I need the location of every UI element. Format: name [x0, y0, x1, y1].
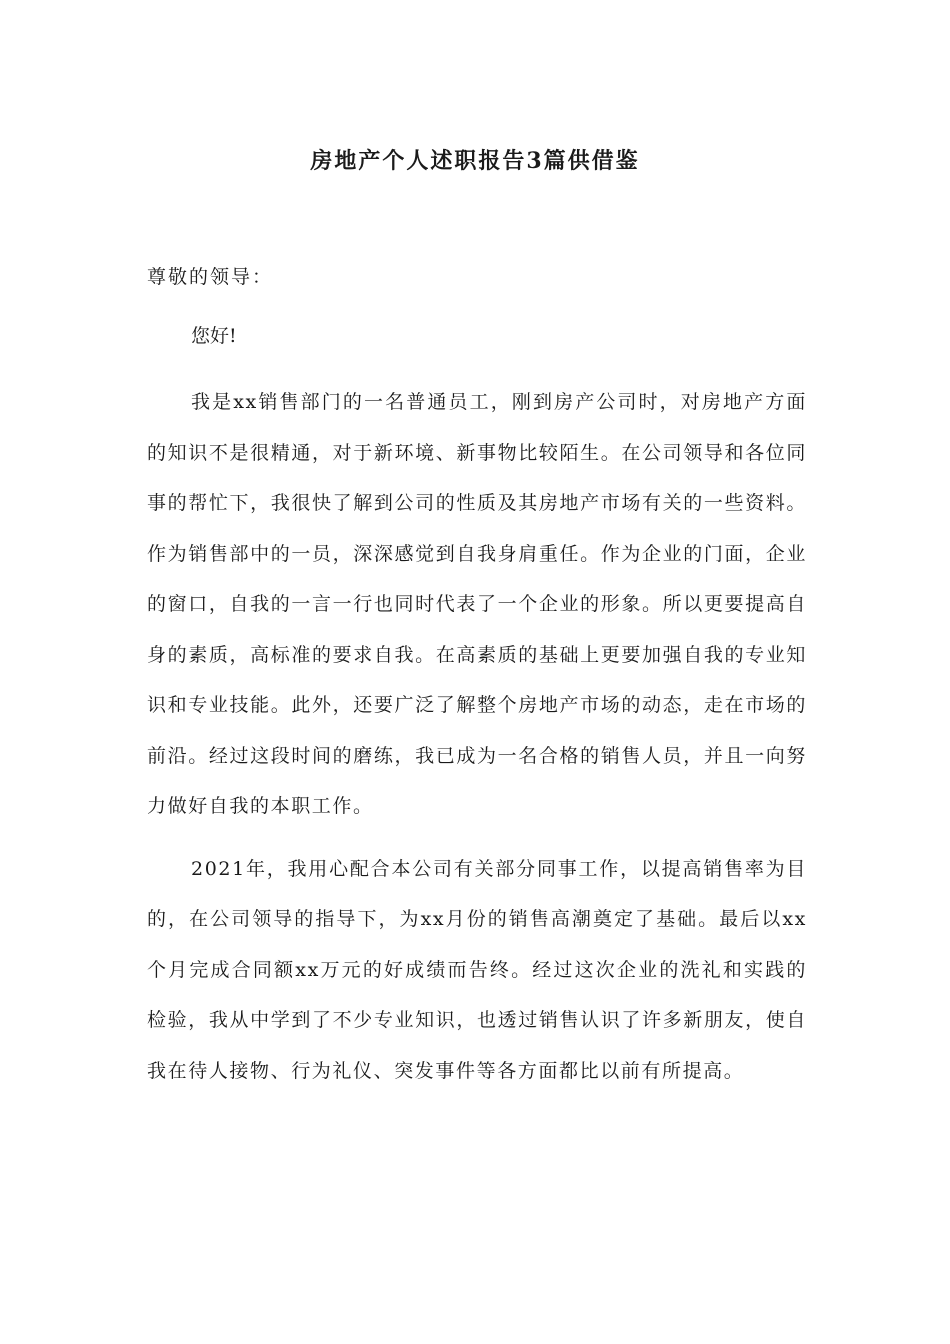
body-paragraph: 我是xx销售部门的一名普通员工，刚到房产公司时，对房地产方面的知识不是很精通，对于新环境、新事物比较陌生。在公司领导和各位同事的帮忙下，我很快了解到公司的性质及其房地产市场有关的一些资料。作为销售部中的一员，深深感觉到自我身肩重任。作为企业的门面，企业的窗口，自我的一言一行也同时代表了一个企业的形象。所以更要提高自身的素质，高标准的要求自我。在高素质的基础上更要加强自我的专业知识和专业技能。此外，还要广泛了解整个房地产市场的动态，走在市场的前沿。经过这段时间的磨练，我已成为一名合格的销售人员，并且一向努力做好自我的本职工作。 — [147, 391, 807, 817]
document-body — [147, 258, 807, 1096]
document-title: 房地产个人述职报告3篇供借鉴 — [310, 148, 640, 174]
greeting: 您好! — [191, 325, 237, 347]
salutation: 尊敬的领导： — [147, 266, 274, 288]
body-paragraph: 2021年，我用心配合本公司有关部分同事工作，以提高销售率为目的，在公司领导的指导下，为xx月份的销售高潮奠定了基础。最后以xx个月完成合同额xx万元的好成绩而告终。经过这次企业的洗礼和实践的检验，我从中学到了不少专业知识，也透过销售认识了许多新朋友，使自我在待人接物、行为礼仪、突发事件等各方面都比以前有所提高。 — [147, 857, 807, 1082]
